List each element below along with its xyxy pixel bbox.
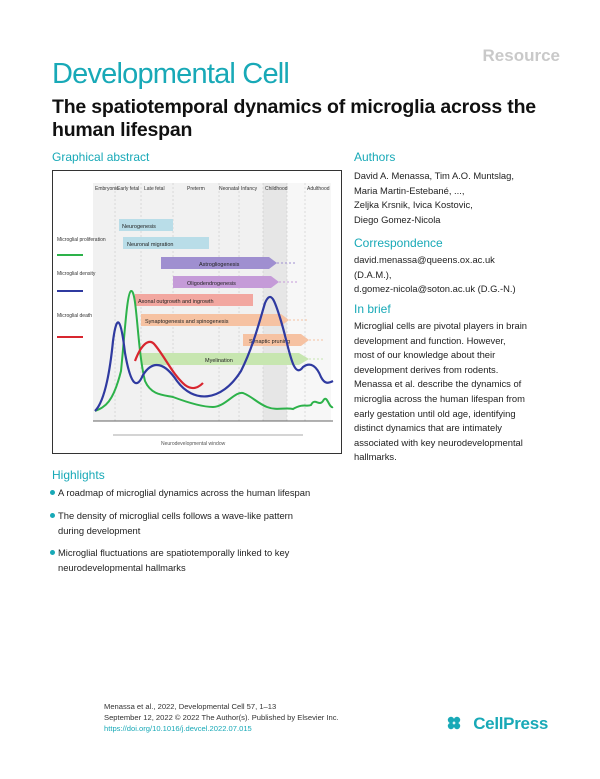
author-line: Diego Gomez-Nicola bbox=[354, 213, 441, 225]
in-brief-line: Menassa et al. describe the dynamics of bbox=[354, 378, 522, 390]
bullet-icon bbox=[50, 550, 55, 555]
process-label: Neurogenesis bbox=[122, 224, 156, 230]
graphical-abstract-figure bbox=[52, 170, 342, 454]
in-brief-line: early gestation until old age, identifying bbox=[354, 407, 516, 419]
highlight-item bbox=[58, 509, 358, 538]
doi-link[interactable]: https://doi.org/10.1016/j.devcel.2022.07.015 bbox=[104, 724, 252, 733]
process-label: Synaptogenesis and spinogenesis bbox=[145, 319, 229, 325]
license-line: September 12, 2022 © 2022 The Author(s). Published by Elsevier Inc. bbox=[104, 713, 339, 722]
process-label: Myelination bbox=[205, 358, 233, 364]
highlights-heading: Highlights bbox=[52, 468, 105, 482]
author-line: Maria Martin-Estebané, ..., bbox=[354, 184, 465, 196]
author-line: David A. Menassa, Tim A.O. Muntslag, bbox=[354, 170, 514, 181]
in-brief-line: development and function. However, bbox=[354, 334, 506, 346]
in-brief-line: hallmarks. bbox=[354, 451, 397, 463]
footer-citation bbox=[104, 701, 339, 734]
in-brief-line: development derives from rodents. bbox=[354, 363, 499, 375]
authors-heading: Authors bbox=[354, 150, 396, 164]
authors-list bbox=[354, 169, 554, 227]
process-label: Oligodendrogenesis bbox=[187, 281, 236, 287]
in-brief-line: distinct dynamics that are intimately bbox=[354, 422, 502, 434]
stage-label: Adulthood bbox=[307, 186, 330, 192]
correspondence-heading: Correspondence bbox=[354, 236, 443, 250]
process-label: Synaptic pruning bbox=[249, 339, 290, 345]
in-brief-heading: In brief bbox=[354, 302, 391, 316]
legend-death-label: Microglial death bbox=[57, 313, 93, 319]
stage-label: Embryonic bbox=[95, 186, 119, 192]
stage-label: Neonatal bbox=[219, 186, 240, 192]
correspondence-line: (D.A.M.), bbox=[354, 268, 392, 280]
highlight-line: The density of microglial cells follows a wave-like pattern bbox=[58, 510, 293, 521]
process-label: Neuronal migration bbox=[127, 242, 174, 248]
correspondence-list bbox=[354, 253, 554, 297]
citation-line: Menassa et al., 2022, Developmental Cell 57, 1–13 bbox=[104, 702, 277, 711]
highlight-line: A roadmap of microglial dynamics across the human lifespan bbox=[58, 487, 311, 498]
highlight-line: Microglial fluctuations are spatiotemporally linked to key bbox=[58, 547, 290, 558]
stage-label: Early fetal bbox=[117, 186, 140, 192]
legend-proliferation-label: Microglial proliferation bbox=[57, 237, 106, 243]
publisher-name: CellPress bbox=[473, 714, 548, 733]
highlight-item bbox=[58, 486, 358, 501]
author-line: Zeljka Krsnik, Ivica Kostovic, bbox=[354, 199, 473, 211]
email-link[interactable]: d.gomez-nicola@soton.ac.uk (D.G.-N.) bbox=[354, 283, 516, 295]
email-link[interactable]: david.menassa@queens.ox.ac.uk bbox=[354, 254, 495, 265]
journal-name: Developmental Cell bbox=[52, 58, 290, 90]
graphical-abstract-heading: Graphical abstract bbox=[52, 150, 150, 164]
stage-label: Late fetal bbox=[144, 186, 165, 192]
stage-label: Childhood bbox=[265, 186, 288, 192]
process-label: Astrogliogenesis bbox=[199, 262, 240, 268]
in-brief-line: most of our knowledge about their bbox=[354, 349, 496, 361]
cellpress-logo-icon bbox=[446, 715, 462, 731]
bullet-icon bbox=[50, 490, 55, 495]
graphical-abstract-diagram bbox=[53, 171, 341, 453]
highlight-item bbox=[58, 546, 358, 575]
axis-caption: Neurodevelopmental window bbox=[161, 441, 226, 447]
section-label: Resource bbox=[482, 46, 560, 65]
in-brief-text bbox=[354, 319, 554, 465]
bullet-icon bbox=[50, 513, 55, 518]
stage-label: Infancy bbox=[241, 186, 258, 192]
legend-density-label: Microglial density bbox=[57, 271, 96, 277]
highlight-line: neurodevelopmental hallmarks bbox=[58, 561, 186, 573]
highlight-line: during development bbox=[58, 524, 141, 536]
article-title: The spatiotemporal dynamics of microglia across the human lifespan bbox=[52, 96, 536, 141]
process-label: Axonal outgrowth and ingrowth bbox=[138, 299, 214, 305]
in-brief-line: Microglial cells are pivotal players in brain bbox=[354, 320, 527, 331]
stage-label: Preterm bbox=[187, 186, 205, 192]
in-brief-line: associated with key neurodevelopmental bbox=[354, 436, 523, 448]
in-brief-line: microglia across the human lifespan from bbox=[354, 392, 525, 404]
